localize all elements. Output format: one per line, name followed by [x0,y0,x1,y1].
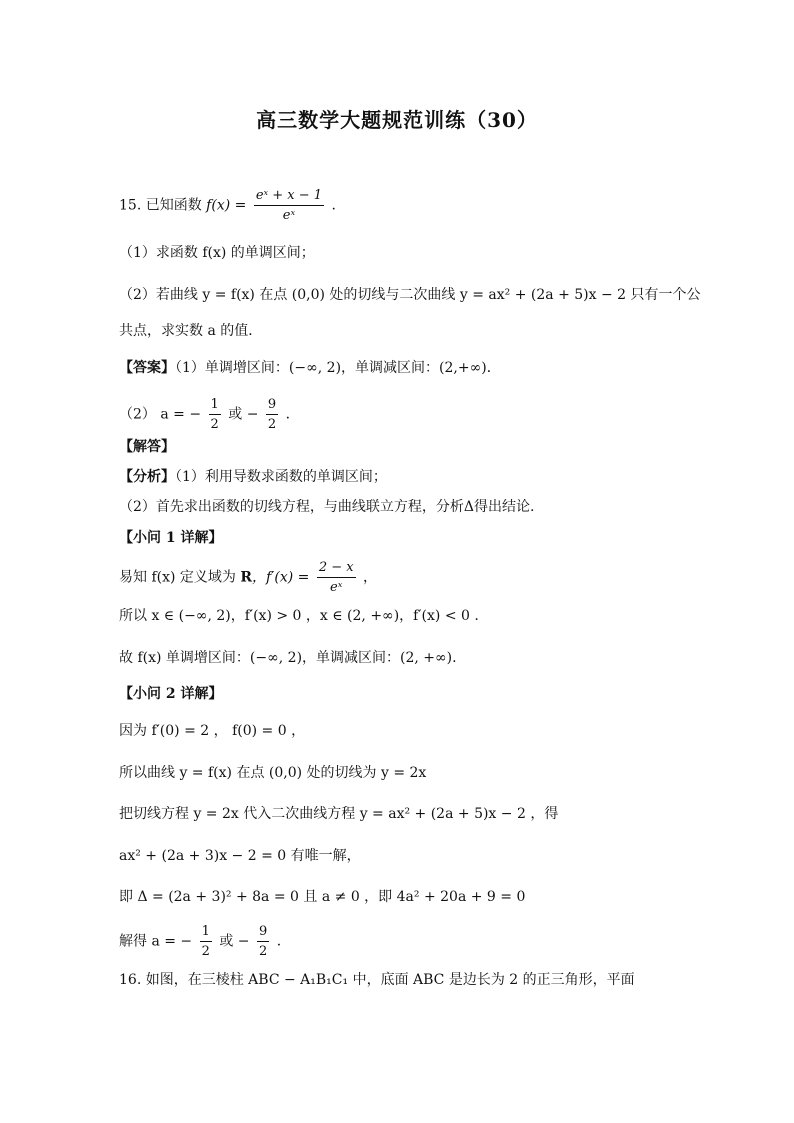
q15-part2-line2: 共点，求实数 a 的值． [119,323,263,339]
q15-part1: （1）求函数 f(x) 的单调区间； [119,245,315,261]
answer-frac1-num: 1 [209,398,221,415]
q15-fraction [254,189,324,222]
q15-function: f(x) = [206,197,247,214]
answer-end: ． [285,406,300,423]
answer-frac1-den: 2 [210,417,219,432]
sub2-frac1-num: 1 [200,925,212,942]
sub2-line4: ax² + (2a + 3)x − 2 = 0 有唯一解， [119,848,361,864]
sub1-label: 【小问 1 详解】 [119,530,223,546]
answer-part1-line [119,358,501,378]
analysis-part1: （1）利用导数求函数的单调区间； [175,469,387,485]
analysis-label: 【分析】 [119,469,175,485]
sub1-line1-end: ， [363,569,378,586]
q15-end: . [331,197,336,214]
answer-label: 【答案】 [119,360,175,376]
page-title: 高三数学大题规范训练（30） [256,108,538,132]
sub2-fraction-1 [200,925,212,958]
sub2-line5: 即 Δ = (2a + 3)² + 8a = 0 且 a ≠ 0 ，即 4a² + 20a + 9 = 0 [119,889,526,905]
sub1-deriv-den: eˣ [330,580,343,595]
answer-fraction-2 [266,398,278,431]
sub1-line1-R: R [240,569,252,586]
sub1-derivative-fraction [317,561,356,594]
analysis-part1-line [119,467,387,487]
answer-frac2-num: 9 [266,398,278,415]
solution-label: 【解答】 [119,439,175,455]
sub1-line3: 故 f(x) 单调增区间：(−∞, 2)，单调减区间：(2, +∞). [119,650,457,666]
sub1-line1-prefix: 易知 f(x) 定义域为 [119,569,236,586]
sub2-line6-prefix: 解得 a = − [119,933,193,950]
q15-numerator: eˣ + x − 1 [254,189,324,206]
sub2-line3: 把切线方程 y = 2x 代入二次曲线方程 y = ax² + (2a + 5)x − 2 ，得 [119,806,559,822]
answer-fraction-1 [209,398,221,431]
analysis-part2: （2）首先求出函数的切线方程，与曲线联立方程，分析Δ得出结论. [119,499,535,515]
q16-stem: 16. 如图，在三棱柱 ABC − A₁B₁C₁ 中，底面 ABC 是边长为 2 的正三角形，平面 [119,972,635,988]
sub1-line2: 所以 x ∈ (−∞, 2)，f′(x) > 0 ，x ∈ (2, +∞)，f′(x) < 0 . [119,608,479,624]
q15-stem-text: 已知函数 [145,197,202,214]
answer-part2-prefix: （2） a = − [119,406,202,423]
sub1-line1 [119,561,377,594]
sub2-line6 [119,925,291,958]
sub2-line2: 所以曲线 y = f(x) 在点 (0,0) 处的切线为 y = 2x [119,765,427,781]
q15-part2-line1: （2）若曲线 y = f(x) 在点 (0,0) 处的切线与二次曲线 y = ax² + (2a + 5)x − 2 只有一个公 [119,287,701,303]
sub2-frac2-den: 2 [259,944,268,959]
q15-denominator: eˣ [282,208,296,223]
sub2-frac2-num: 9 [257,925,269,942]
sub2-mid: 或 − [219,933,250,950]
sub2-frac1-den: 2 [201,944,210,959]
q15-number: 15. [119,197,142,214]
sub2-label: 【小问 2 详解】 [119,686,223,702]
sub2-line1: 因为 f′(0) = 2 ， f(0) = 0 ， [119,723,306,739]
answer-part1: （1）单调增区间：(−∞, 2)，单调减区间：(2,+∞)． [175,360,501,376]
sub1-line1-mid: ，f′(x) = [252,569,310,586]
answer-frac2-den: 2 [267,417,277,432]
sub1-deriv-num: 2 − x [317,561,356,578]
sub2-fraction-2 [257,925,269,958]
answer-mid: 或 − [228,406,259,423]
sub2-end: ． [276,933,291,950]
answer-part2-line [119,398,300,431]
q15-stem [119,189,336,222]
